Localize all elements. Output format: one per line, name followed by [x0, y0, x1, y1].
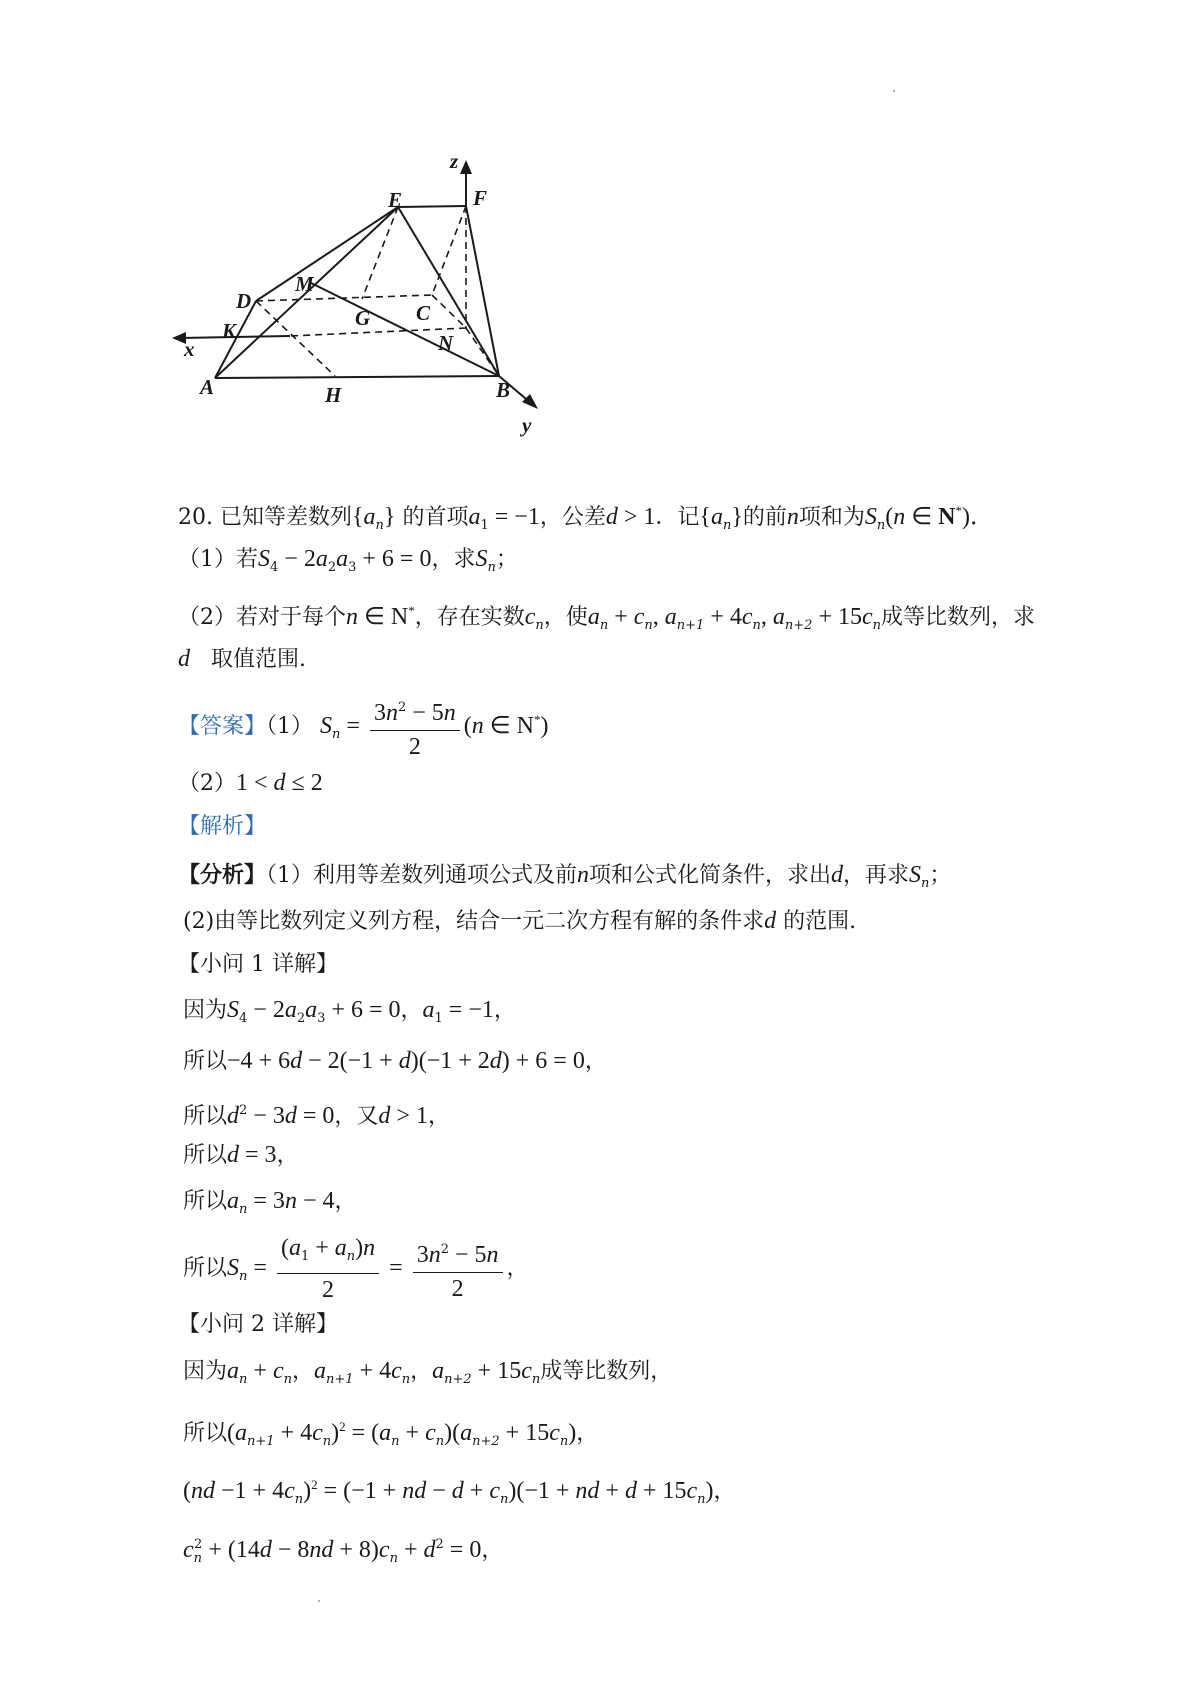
problem-stem: 20. 已知等差数列$\{a_n\}$ 的首项$a_1 = -1$，公差d > 1．记$\{a_n\}$的前n项和为$S_n(n$ ∈ N*)．	[178, 503, 994, 533]
label-M: M	[295, 272, 314, 296]
label-F: F	[473, 186, 488, 210]
label-K: K	[222, 319, 237, 343]
label-z: z	[450, 150, 459, 173]
edge-FB	[466, 206, 499, 376]
detail1-line3: 所以$d^2 - 3d = 0$，又d > 1，	[183, 1103, 450, 1129]
detail2-line2: 所以$(a_{n+1} + 4c_n)^2 = (a_n + c_n)(a_{n+2} + 15c_n)$，	[183, 1419, 599, 1449]
detail2-line3: $(nd -1 + 4c_n)^2 = (-1$ + nd − $d + c_n)(-1$ + nd + $d + 15c_n$)，	[183, 1477, 736, 1507]
detail2-line1: 因为$a_n + c_n$，$a_{n+1} + 4c_n$，$a_{n+2} + 15c_n$成等比数列，	[183, 1358, 673, 1387]
label-H: H	[325, 383, 342, 407]
label-A: A	[200, 375, 215, 399]
detail1-line4: 所以d = 3，	[183, 1142, 299, 1168]
detail2-label: 【小问 2 详解】	[178, 1312, 338, 1337]
analysis-line2: (2)由等比数列定义列方程，结合一元二次方程有解的条件求d 的范围.	[183, 908, 857, 934]
scan-dot	[893, 90, 895, 92]
label-y: y	[522, 413, 532, 437]
label-C: C	[416, 301, 431, 325]
geometry-figure	[170, 150, 590, 460]
answer-label: 【答案】	[178, 714, 267, 739]
axis-z-arrow	[460, 160, 472, 174]
edge-FC	[432, 206, 466, 295]
edge-EF	[398, 206, 466, 207]
problem-part2: （2）若对于每个n ∈ N*，存在实数$c_n$，使$a_n + c_n$, $a_{n+1} + 4c_n$, $a_{n+2} + 15c_n$成等比数列，求	[178, 603, 1036, 633]
label-E: E	[388, 188, 403, 212]
analysis-label: 【解析】	[178, 814, 267, 839]
label-x: x	[184, 337, 195, 361]
detail1-label: 【小问 1 详解】	[178, 952, 338, 977]
detail1-line5: 所以$a_n = 3n - 4$，	[183, 1188, 357, 1217]
detail2-line4: $c_n^2 + (14d - 8nd + 8)c_n + d^2 = 0$，	[183, 1537, 504, 1566]
detail1-line2: 所以−4 + 6d − 2(−1 + d)(−1 + 2d) + 6 = 0，	[183, 1048, 607, 1074]
label-D: D	[236, 289, 252, 313]
label-N: N	[438, 331, 454, 355]
answer-part2: （2）1 < d ≤ 2	[178, 770, 323, 796]
problem-part2-line2: d 取值范围.	[178, 646, 306, 672]
label-B: B	[496, 378, 511, 402]
segment-EG	[362, 207, 398, 299]
problem-number: 20.	[178, 505, 213, 530]
analysis-line1: 【分析】（1）利用等差数列通项公式及前n项和公式化简条件，求出d，再求$S_n$；	[178, 862, 952, 891]
problem-part1: （1）若$S_4 - 2a_2a_3 + 6 = 0$，求$S_n$；	[178, 546, 518, 575]
detail1-line1: 因为$S_4 - 2a_2a_3 + 6 = 0$，$a_1 = -1$，	[183, 997, 516, 1026]
edge-DE	[256, 207, 398, 301]
segment-DH	[256, 301, 335, 376]
detail1-line6: 所以$S_n$ = $\frac{(a_1 + a_n)n}{2}$ = $\frac{3n^2 - 5n}{2}$ ，	[183, 1235, 529, 1303]
scan-dot	[318, 1600, 320, 1602]
label-G: G	[355, 306, 371, 330]
answer-part1: 【答案】（1） $S_n$ = $\frac{3n^2 - 5n}{2}$ (n ∈ N*)	[178, 690, 549, 765]
polyhedron-diagram	[170, 150, 590, 460]
edge-AB	[215, 376, 499, 378]
